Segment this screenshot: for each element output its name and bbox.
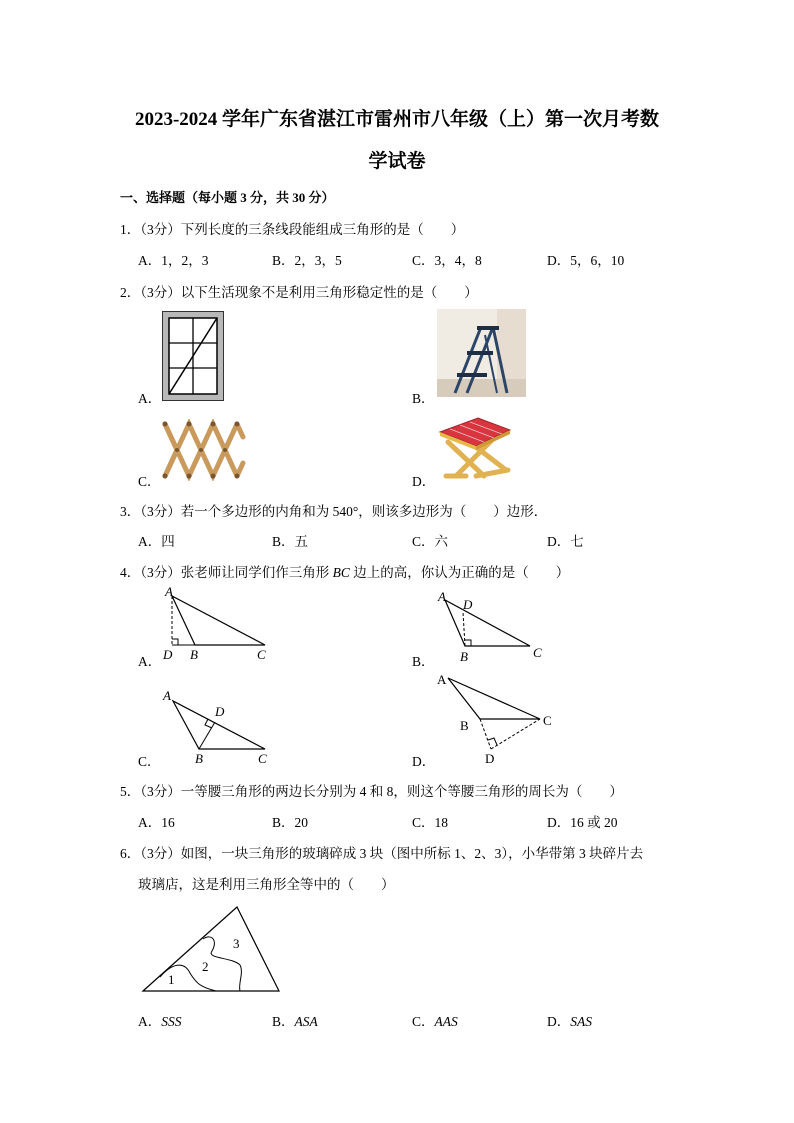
q5-option-a: A．16	[138, 815, 175, 830]
section-heading: 一、选择题（每小题 3 分，共 30 分）	[120, 190, 335, 205]
q1-option-b: B．2，3，5	[272, 253, 342, 268]
q3-option-a: A．四	[138, 534, 175, 549]
label-a: A	[438, 589, 446, 604]
label-c: C	[257, 647, 266, 662]
label-c: C	[258, 751, 267, 766]
page-title-line2: 学试卷	[368, 151, 426, 172]
label-b: B	[190, 647, 198, 662]
label-b: B	[460, 718, 469, 733]
step-ladder-image	[437, 309, 526, 397]
piece-label-3: 3	[233, 936, 240, 951]
expandable-wooden-rack-image	[160, 419, 246, 481]
question-4-stem: 4．（3分）张老师让同学们作三角形 BC 边上的高，你认为正确的是（ ）	[120, 565, 570, 580]
q1-option-a: A．1，2，3	[138, 253, 209, 268]
q4-label-d: D．	[412, 754, 436, 769]
q6-option-a: A．SSS	[138, 1014, 182, 1029]
q6-option-d: D．SAS	[547, 1014, 592, 1029]
label-a: A	[163, 688, 171, 703]
q2-label-a: A．	[138, 391, 162, 406]
question-6-stem-line2: 玻璃店，这是利用三角形全等中的（ ）	[138, 877, 395, 892]
triangle-figure-c	[155, 685, 280, 767]
triangle-figure-d	[432, 668, 562, 768]
question-5-stem: 5．（3分）一等腰三角形的两边长分别为 4 和 8，则这个等腰三角形的周长为（ ）	[120, 784, 623, 799]
q4-label-c: C．	[138, 754, 161, 769]
question-3-stem: 3．（3分）若一个多边形的内角和为 540°，则该多边形为（ ）边形．	[120, 504, 548, 519]
label-b: B	[195, 751, 203, 766]
q4-label-a: A．	[138, 654, 162, 669]
window-frame-image	[162, 311, 224, 401]
label-d: D	[163, 647, 173, 662]
q4-var-bc: BC	[332, 565, 350, 580]
question-6-stem-line1: 6．（3分）如图，一块三角形的玻璃碎成 3 块（图中所标 1、2、3），小华带第 3 块碎片去	[120, 846, 644, 861]
q6-option-b: B．ASA	[272, 1014, 318, 1029]
q1-option-d: D．5，6，10	[547, 253, 625, 268]
q3-option-b: B．五	[272, 534, 309, 549]
triangle-figure-a	[155, 584, 280, 664]
label-a: A	[165, 584, 173, 599]
q4-label-b: B．	[412, 654, 435, 669]
label-b: B	[460, 649, 468, 664]
label-c: C	[533, 645, 542, 660]
triangle-figure-b	[430, 586, 555, 666]
q5-option-c: C．18	[412, 815, 449, 830]
q5-option-d: D．16 或 20	[547, 815, 618, 830]
label-d: D	[463, 597, 473, 612]
piece-label-2: 2	[202, 959, 209, 974]
q2-label-d: D．	[412, 474, 436, 489]
page-title: 2023-2024 学年广东省湛江市雷州市八年级（上）第一次月考数	[134, 109, 660, 130]
broken-glass-triangle-figure	[140, 903, 286, 995]
q6-option-c: C．AAS	[412, 1014, 458, 1029]
label-c: C	[543, 713, 552, 728]
question-1-stem: 1．（3分）下列长度的三条线段能组成三角形的是（ ）	[120, 222, 465, 237]
folding-stool-image	[436, 412, 514, 482]
label-d: D	[215, 704, 225, 719]
question-2-stem: 2．（3分）以下生活现象不是利用三角形稳定性的是（ ）	[120, 285, 478, 300]
label-a: A	[437, 672, 447, 687]
q3-option-d: D．七	[547, 534, 584, 549]
q2-label-c: C．	[138, 474, 161, 489]
q1-option-c: C．3，4，8	[412, 253, 482, 268]
q3-option-c: C．六	[412, 534, 449, 549]
label-d: D	[485, 751, 495, 766]
piece-label-1: 1	[168, 972, 175, 987]
q5-option-b: B．20	[272, 815, 309, 830]
q2-label-b: B．	[412, 391, 435, 406]
